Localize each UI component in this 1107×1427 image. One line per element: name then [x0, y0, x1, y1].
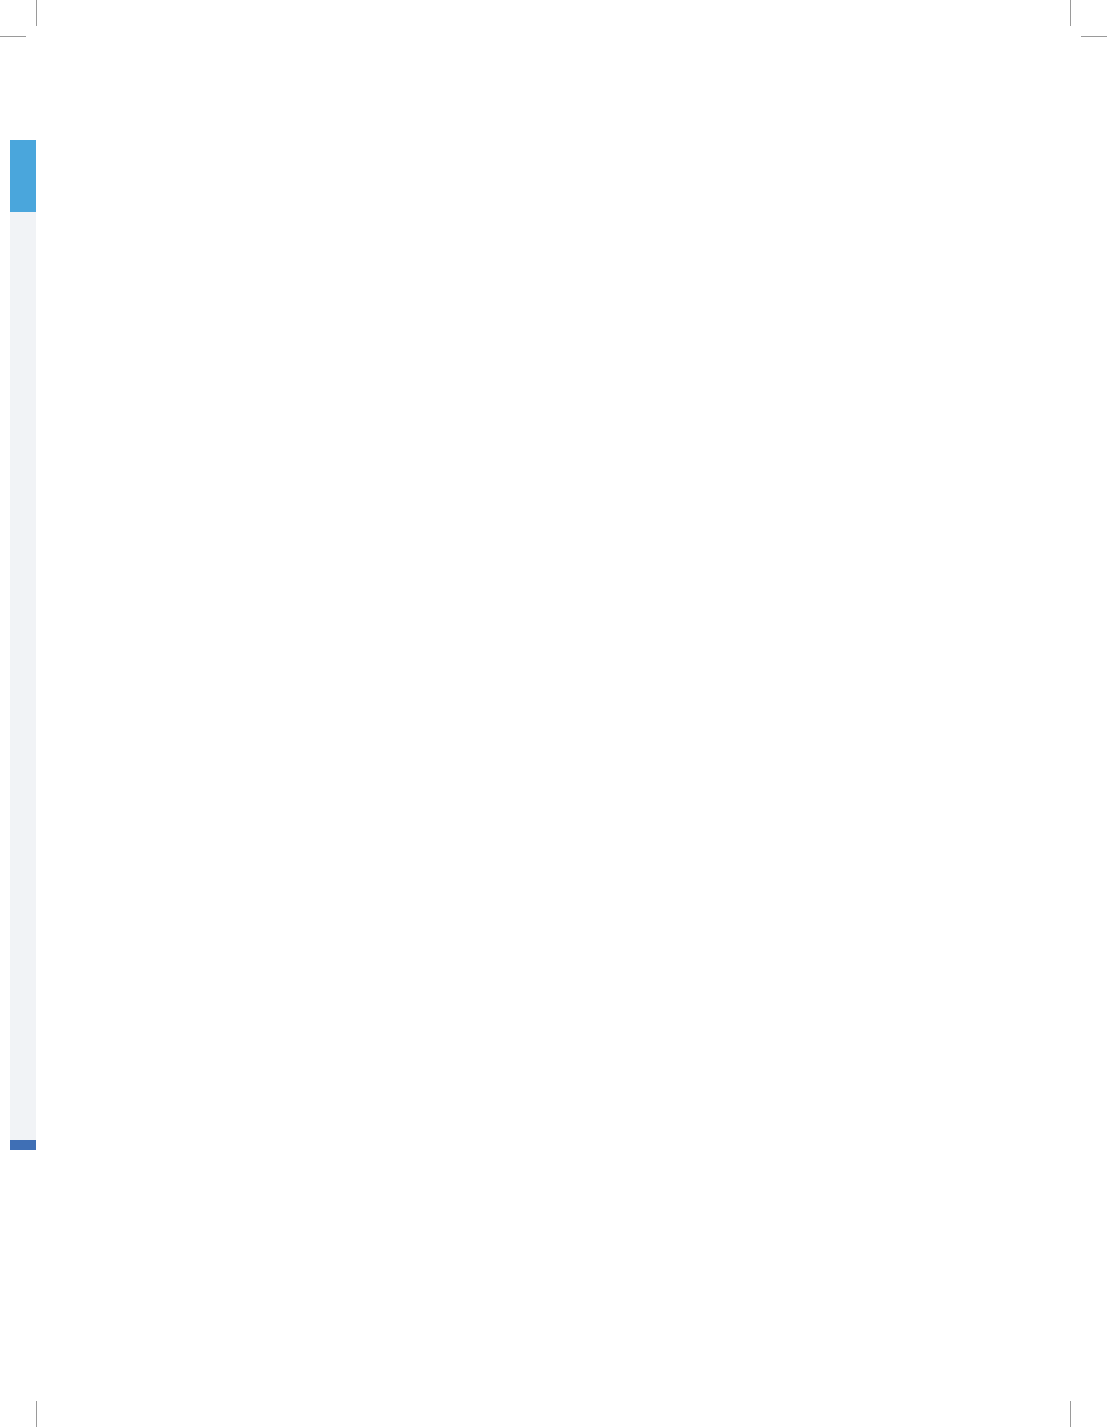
side-strip-foot	[10, 1140, 36, 1150]
crop-mark	[36, 0, 37, 26]
crop-mark	[1081, 36, 1107, 37]
crop-mark	[1070, 0, 1071, 26]
crop-mark	[36, 1401, 37, 1427]
crop-mark	[0, 36, 26, 37]
side-strip	[10, 140, 36, 1150]
side-strip-cap	[10, 140, 36, 212]
crop-mark	[1070, 1401, 1071, 1427]
